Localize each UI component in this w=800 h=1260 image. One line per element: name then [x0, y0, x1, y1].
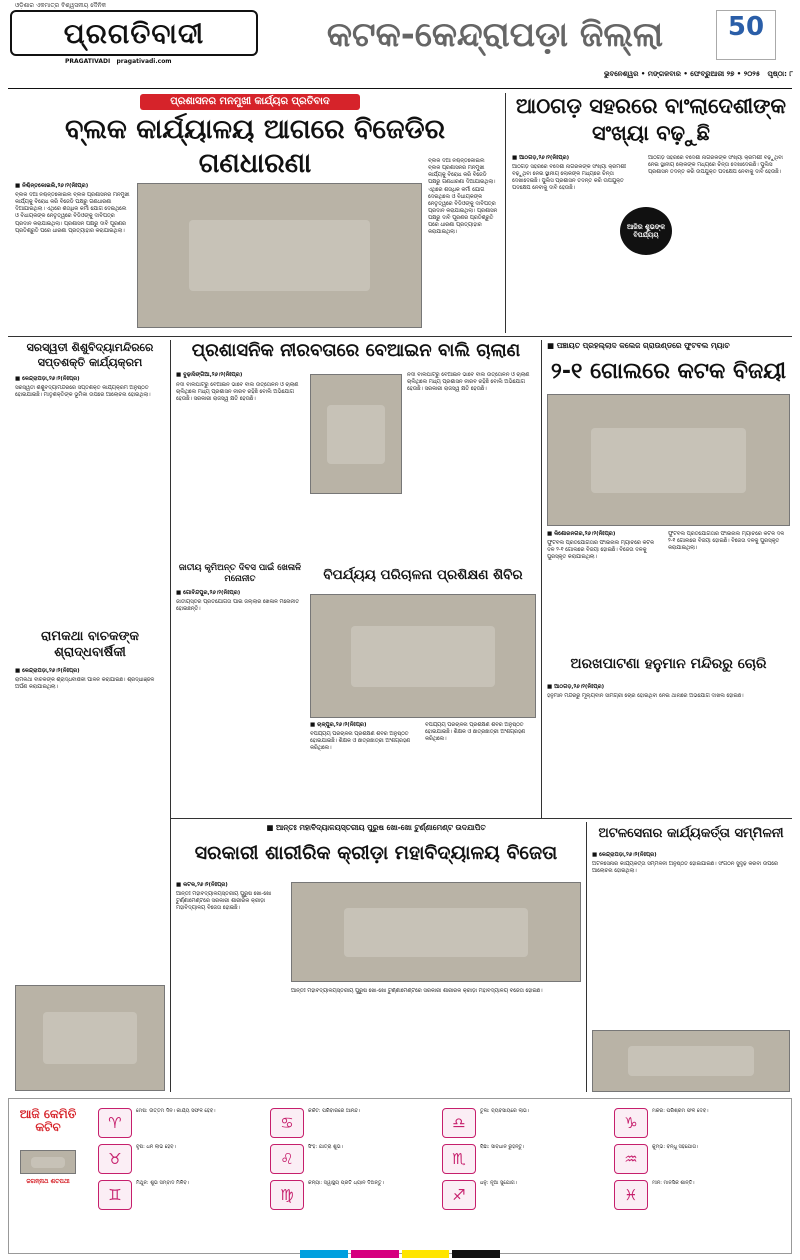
s2-quote-badge: ଆଜିର ଶୁଭଙ୍କ ବିପର୍ଯ୍ୟୟ: [620, 207, 672, 255]
s1-body: ବ୍ଲକ ଦିଆ ନିଶ୍ଚିନ୍ତକୋଇଲି ବ୍ଲକ ପ୍ରଶାସନର ମନମୁଖୀ କାର୍ଯ୍ୟକୁ ବିରୋଧ କରି ବିଜେଡି ପକ୍ଷରୁ ଗଣଧାରଣା ଦିଆଯାଇଥିଲା। ଏଥିରେ ଶତାଧିକ କର୍ମୀ ଯୋଗ ଦେଇଥିଲେ ଓ ବିଧାୟକଙ୍କ ନେତୃତ୍ୱରେ ବିଡିଓଙ୍କୁ ଦାବିପତ୍ର ପ୍ରଦାନ କରାଯାଇଥିଲା। ପ୍ରଶାସନ ପକ୍ଷରୁ ଦାବି ପୂରଣର ପ୍ରତିଶ୍ରୁତି ପରେ ଧାରଣା ପ୍ରତ୍ୟାହାର କରାଯାଇଥିଲା।: [15, 192, 130, 234]
s2-dateline: ■ ଆଠଗଡ଼,୨୬।୨(ନିଃପ୍ର): [512, 155, 570, 161]
s10-kicker: ■ ଆନ୍ତଃ ମହାବିଦ୍ୟାଳୟସ୍ତରୀୟ ପୁରୁଷ ଖୋ-ଖୋ ଟୁର୍ଣ୍ଣାମେଣ୍ଟ ଉଦଯାପିତ: [266, 823, 486, 832]
masthead-logo: ପ୍ରଗତିବାଦୀ: [10, 10, 258, 56]
pisces-icon: ♓: [614, 1180, 648, 1210]
s5-dateline: ■ କିଶୋରନଗର,୨୬।୨(ନିଃପ୍ର): [547, 531, 616, 537]
horoscope-text: କନ୍ୟା: ସ୍ୱାସ୍ଥ୍ୟ ପ୍ରତି ଧ୍ୟାନ ଦିଅନ୍ତୁ।: [308, 1180, 384, 1186]
s11-dateline: ■ କେନ୍ଦ୍ରାପଡ଼ା,୨୬।୨(ନିଃପ୍ର): [592, 852, 657, 858]
horoscope-text: ମୀନ: ମାନସିକ ଶାନ୍ତି।: [652, 1180, 695, 1186]
s7-body: ଜାତୀୟସ୍ତର ପ୍ରତିଯୋଗିତା ପାଇଁ ଜିଲ୍ଲାର ଖେଳାଳି ମନୋନୀତ ହୋଇଛନ୍ତି।: [176, 599, 299, 613]
capricorn-icon: ♑: [614, 1108, 648, 1138]
s9-body: ହନୁମାନ ମନ୍ଦିରରୁ ମୂଲ୍ୟବାନ ସାମଗ୍ରୀ ଚୋରି ହୋଇଥିବା ନେଇ ଥାନାରେ ଅଭିଯୋଗ ଦାଖଲ ହୋଇଛି।: [547, 693, 744, 699]
column-divider: [170, 340, 171, 1092]
masthead-subtitle: [65, 58, 265, 66]
horoscope-text: ଧନୁ: ନୂଆ ସୁଯୋଗ।: [480, 1180, 518, 1186]
s1-photo: [137, 183, 422, 328]
s5-kicker: ■ ପଞ୍ଚାୟତ ପ୍ରହଲ୍ଲାଦ କଲେଜ ଗ୍ରାଉଣ୍ଡରେ ଫୁଟବଲ ମ୍ୟାଚ: [547, 341, 730, 350]
horoscope-title: ଆଜି କେମିତି କଟିବ: [19, 1107, 77, 1135]
cyan-swatch: [300, 1250, 348, 1258]
s5-headline: ୨-୧ ଗୋଲରେ କଟକ ବିଜୟୀ: [550, 359, 787, 384]
column-divider: [541, 340, 542, 818]
astrologer-photo: [20, 1150, 76, 1174]
leo-icon: ♌: [270, 1144, 304, 1174]
black-swatch: [452, 1250, 500, 1258]
horoscope-text: ବିଛା: ସାବଧାନ ରୁହନ୍ତୁ।: [480, 1144, 525, 1150]
sagittarius-icon: ♐: [442, 1180, 476, 1210]
horoscope-text: କର୍କଟ: ପରିବାରରେ ଆନନ୍ଦ।: [308, 1108, 361, 1114]
s6-headline: ରାମକଥା ବାଚକଙ୍କ ଶ୍ରାଦ୍ଧବାର୍ଷିକୀ: [41, 629, 139, 660]
dateline: [563, 70, 793, 84]
column-divider: [505, 93, 506, 333]
section-rule: [8, 336, 792, 337]
s4-body-continued: ନଦୀ ବାଲିଘାଟରୁ ବେଆଇନ ଭାବେ ବାଲି ଉତ୍ତୋଳନ ଓ ଚାଲାଣ ଚାଲିଥିଲେ ମଧ୍ୟ ପ୍ରଶାସନ ନୀରବ ରହିଛି ବୋଲି ଅଭିଯୋଗ ହେଉଛି। ସରକାରୀ ରାଜସ୍ୱ କ୍ଷତି ହେଉଛି।: [407, 372, 530, 393]
aquarius-icon: ♒: [614, 1144, 648, 1174]
s11-body: ଅଟଳସେନାର କାର୍ଯ୍ୟକର୍ତ୍ତା ସମ୍ମିଳନୀ ଅନୁଷ୍ଠିତ ହୋଇଯାଇଛି। ସଂଗଠନ ସୁଦୃଢ଼ କରିବା ଉପରେ ଆଲୋଚନା ହୋଇଥିଲା।: [592, 861, 778, 875]
horoscope-text: ବୃଷ: ଧନ ଲାଭ ହେବ।: [136, 1144, 176, 1150]
s4-dateline: ■ ବୁଢ଼ାସିଙ୍ଗିଆ,୨୬।୨(ନିଃପ୍ର): [176, 372, 243, 378]
scorpio-icon: ♏: [442, 1144, 476, 1174]
horoscope-text: ମକର: ପରିଶ୍ରମ ଫଳ ଦେବ।: [652, 1108, 709, 1114]
tagline: ଓଡ଼ିଶାର ଏକମାତ୍ର ବିଶ୍ୱସନୀୟ ଦୈନିକ: [15, 2, 107, 9]
s11-headline: ଅଟଳସେନାର କାର୍ଯ୍ୟକର୍ତ୍ତା ସମ୍ମିଳନୀ: [598, 826, 784, 841]
magenta-swatch: [351, 1250, 399, 1258]
logo-sub-text: PRAGATIVADI: [65, 58, 111, 65]
s8-body: ବିପର୍ଯ୍ୟୟ ପରିଚାଳନା ପ୍ରଶିକ୍ଷଣ ଶିବିର ଅନୁଷ୍ଠିତ ହୋଇଯାଇଛି। ଶିକ୍ଷକ ଓ ଛାତ୍ରଛାତ୍ରୀ ଅଂଶଗ୍ରହଣ କରିଥିଲେ।: [310, 731, 411, 752]
s1-kicker: ପ୍ରଶାସନର ମନମୁଖୀ କାର୍ଯ୍ୟର ପ୍ରତିବାଦ: [140, 94, 360, 110]
s2-body-left: ଆଠଗଡ଼ ସହରରେ ବିଦେଶୀ ନାଗରିକଙ୍କ ସଂଖ୍ୟା କ୍ରମଶଃ ବଢ଼ୁଥିବା ନେଇ ସ୍ଥାନୀୟ ଲୋକଙ୍କ ମଧ୍ୟରେ ଚିନ୍ତା ଦେଖାଦେଇଛି। ପୁଲିସ ପ୍ରଶାସନ ତଦନ୍ତ କରି ଉପଯୁକ୍ତ ପଦକ୍ଷେପ ନେବାକୁ ଦାବି ହେଉଛି।: [512, 164, 627, 192]
print-color-bar: [300, 1250, 500, 1258]
s6-photo: [15, 985, 165, 1091]
s3-headline: ସରସ୍ୱତୀ ଶିଶୁବିଦ୍ୟାମନ୍ଦିରରେ ସପ୍ତଶକ୍ତି କାର୍ଯ୍ୟକ୍ରମ: [26, 341, 154, 369]
s8-dateline: ■ ଚାଳ୍ପୁର,୨୬।୨(ନିଃପ୍ର): [310, 722, 367, 728]
s10-body: ଆନ୍ତଃ ମହାବିଦ୍ୟାଳୟସ୍ତରୀୟ ପୁରୁଷ ଖୋ-ଖୋ ଟୁର୍ଣ୍ଣାମେଣ୍ଟରେ ସରକାରୀ ଶାରୀରିକ କ୍ରୀଡ଼ା ମହାବିଦ୍ୟାଳୟ ବିଜେତା ହୋଇଛି।: [176, 891, 272, 912]
libra-icon: ♎: [442, 1108, 476, 1138]
s3-dateline: ■ କେନ୍ଦ୍ରାପଡ଼ା,୨୬।୨(ନିଃପ୍ର): [15, 376, 80, 382]
horoscope-text: ମିଥୁନ: ଶୁଭ ସମ୍ବାଦ ମିଳିବ।: [136, 1180, 190, 1186]
horoscope-text: କୁମ୍ଭ: ବନ୍ଧୁ ସହଯୋଗ।: [652, 1144, 699, 1150]
s8-headline: ବିପର୍ଯ୍ୟୟ ପରିଚାଳନା ପ୍ରଶିକ୍ଷଣ ଶିବିର: [323, 567, 523, 583]
masthead-rule: [8, 88, 792, 89]
yellow-swatch: [402, 1250, 450, 1258]
s4-photo: [310, 374, 402, 494]
s9-dateline: ■ ଆଠଗଡ଼,୨୬।୨(ନିଃପ୍ର): [547, 684, 605, 690]
s6-dateline: ■ କେନ୍ଦ୍ରାପଡ଼ା,୨୬।୨(ନିଃପ୍ର): [15, 668, 80, 674]
s6-body: ରାମକଥା ବାଚକଙ୍କ ଶ୍ରାଦ୍ଧବାର୍ଷିକୀ ପାଳନ କରାଯାଇଛି। ଶ୍ରଦ୍ଧାଞ୍ଜଳି ଅର୍ପଣ କରାଯାଇଥିଲା।: [15, 677, 155, 691]
s10-dateline: ■ କଟକ,୨୬।୨(ନିଃପ୍ର): [176, 882, 228, 888]
s7-headline: ଜାତୀୟ କୃମିଅନ୍ତ ଦିବସ ପାଇଁ ଖେଳାଳି ମନୋନୀତ: [178, 563, 302, 584]
s10-body-continued: ଆନ୍ତଃ ମହାବିଦ୍ୟାଳୟସ୍ତରୀୟ ପୁରୁଷ ଖୋ-ଖୋ ଟୁର୍ଣ୍ଣାମେଣ୍ଟରେ ସରକାରୀ ଶାରୀରିକ କ୍ରୀଡ଼ା ମହାବିଦ୍ୟାଳୟ ବିଜେତା ହୋଇଛି।: [291, 988, 543, 994]
horoscope-text: ତୁଳା: ବ୍ୟବସାୟରେ ଲାଭ।: [480, 1108, 530, 1114]
s5-body: ଫୁଟବଲ ପ୍ରତିଯୋଗିତାର ଫାଇନାଲ ମ୍ୟାଚରେ କଟକ ଦଳ ୨-୧ ଗୋଲରେ ବିଜୟୀ ହୋଇଛି। ବିଜେତା ଦଳକୁ ପୁରସ୍କୃତ କରାଯାଇଥିଲା।: [547, 540, 654, 561]
page-number: ପୃଷ୍ଠା: ୮: [767, 70, 793, 78]
s3-body: ସରସ୍ୱତୀ ଶିଶୁବିଦ୍ୟାମନ୍ଦିରରେ ସପ୍ତଶକ୍ତି କାର୍ଯ୍ୟକ୍ରମ ଅନୁଷ୍ଠିତ ହୋଇଯାଇଛି। ମାତୃଶକ୍ତିଙ୍କ ଭୂମିକା ଉପରେ ଆଲୋଚନା ହୋଇଥିଲା।: [15, 385, 151, 399]
s4-headline: ପ୍ରଶାସନିକ ନୀରବତାରେ ବେଆଇନ ବାଲି ଚାଲାଣ: [191, 340, 521, 361]
gemini-icon: ♊: [98, 1180, 132, 1210]
section-rule: [170, 818, 792, 819]
s10-headline: ସରକାରୀ ଶାରୀରିକ କ୍ରୀଡ଼ା ମହାବିଦ୍ୟାଳୟ ବିଜେତା: [194, 842, 558, 864]
s1-dateline: ■ ନିଶ୍ଚିନ୍ତକୋଇଲି,୨୬।୨(ନିଃପ୍ର): [15, 183, 89, 189]
s1-headline: ବ୍ଲକ କାର୍ଯ୍ୟାଳୟ ଆଗରେ ବିଜେଡିର ଗଣଧାରଣା: [64, 114, 446, 179]
city-date: ଭୁବନେଶ୍ୱର • ମଙ୍ଗଳବାର • ଫେବ୍ରୁଆରୀ ୨୭ • ୨୦୨୫: [604, 70, 761, 78]
column-divider: [586, 822, 587, 1092]
taurus-icon: ♉: [98, 1144, 132, 1174]
s5-photo: [547, 394, 790, 526]
s5-body-continued: ଫୁଟବଲ ପ୍ରତିଯୋଗିତାର ଫାଇନାଲ ମ୍ୟାଚରେ କଟକ ଦଳ ୨-୧ ଗୋଲରେ ବିଜୟୀ ହୋଇଛି। ବିଜେତା ଦଳକୁ ପୁରସ୍କୃତ କରାଯାଇଥିଲା।: [668, 531, 785, 552]
district-title: କଟକ-କେନ୍ଦ୍ରାପଡ଼ା ଜିଲ୍ଲା: [326, 15, 664, 55]
horoscope-text: ମେଷ: ଉତ୍ତମ ଦିନ। କାର୍ଯ୍ୟ ସଫଳ ହେବ।: [136, 1108, 216, 1114]
masthead-web: pragativadi.com: [116, 58, 172, 65]
horoscope-text: ସିଂହ: ଯାତ୍ରା ଶୁଭ।: [308, 1144, 343, 1150]
s4-body: ନଦୀ ବାଲିଘାଟରୁ ବେଆଇନ ଭାବେ ବାଲି ଉତ୍ତୋଳନ ଓ ଚାଲାଣ ଚାଲିଥିଲେ ମଧ୍ୟ ପ୍ରଶାସନ ନୀରବ ରହିଛି ବୋଲି ଅଭିଯୋଗ ହେଉଛି। ସରକାରୀ ରାଜସ୍ୱ କ୍ଷତି ହେଉଛି।: [176, 382, 299, 403]
s8-photo: [310, 594, 536, 718]
s2-headline: ଆଠଗଡ଼ ସହରରେ ବାଂଲାଦେଶୀଙ୍କ ସଂଖ୍ୟା ବଢ଼ୁଛି: [515, 94, 787, 145]
s8-body-continued: ବିପର୍ଯ୍ୟୟ ପରିଚାଳନା ପ୍ରଶିକ୍ଷଣ ଶିବିର ଅନୁଷ୍ଠିତ ହୋଇଯାଇଛି। ଶିକ୍ଷକ ଓ ଛାତ୍ରଛାତ୍ରୀ ଅଂଶଗ୍ରହଣ କରିଥିଲେ।: [425, 722, 526, 743]
s2-body-right: ଆଠଗଡ଼ ସହରରେ ବିଦେଶୀ ନାଗରିକଙ୍କ ସଂଖ୍ୟା କ୍ରମଶଃ ବଢ଼ୁଥିବା ନେଇ ସ୍ଥାନୀୟ ଲୋକଙ୍କ ମଧ୍ୟରେ ଚିନ୍ତା ଦେଖାଦେଇଛି। ପୁଲିସ ପ୍ରଶାସନ ତଦନ୍ତ କରି ଉପଯୁକ୍ତ ପଦକ୍ଷେପ ନେବାକୁ ଦାବି ହେଉଛି।: [648, 155, 783, 176]
s7-dateline: ■ ଗୋବିନ୍ଦପୁର,୨୬।୨(ନିଃପ୍ର): [176, 590, 241, 596]
anniversary-badge: 50: [716, 10, 776, 60]
horoscope-author: ଜଗନ୍ନାଥ ଶତପଥୀ: [26, 1178, 70, 1185]
aries-icon: ♈: [98, 1108, 132, 1138]
s10-photo: [291, 882, 581, 982]
s1-body-continued: ବ୍ଲକ ଦିଆ ନିଶ୍ଚିନ୍ତକୋଇଲି ବ୍ଲକ ପ୍ରଶାସନର ମନମୁଖୀ କାର୍ଯ୍ୟକୁ ବିରୋଧ କରି ବିଜେଡି ପକ୍ଷରୁ ଗଣଧାରଣା ଦିଆଯାଇଥିଲା। ଏଥିରେ ଶତାଧିକ କର୍ମୀ ଯୋଗ ଦେଇଥିଲେ ଓ ବିଧାୟକଙ୍କ ନେତୃତ୍ୱରେ ବିଡିଓଙ୍କୁ ଦାବିପତ୍ର ପ୍ରଦାନ କରାଯାଇଥିଲା। ପ୍ରଶାସନ ପକ୍ଷରୁ ଦାବି ପୂରଣର ପ୍ରତିଶ୍ରୁତି ପରେ ଧାରଣା ପ୍ରତ୍ୟାହାର କରାଯାଇଥିଲା।: [428, 158, 498, 236]
s11-photo: [592, 1030, 790, 1092]
s9-headline: ଅରଖପାଟଣା ହନୁମାନ ମନ୍ଦିରରୁ ଚୋରି: [570, 656, 767, 672]
cancer-icon: ♋: [270, 1108, 304, 1138]
virgo-icon: ♍: [270, 1180, 304, 1210]
